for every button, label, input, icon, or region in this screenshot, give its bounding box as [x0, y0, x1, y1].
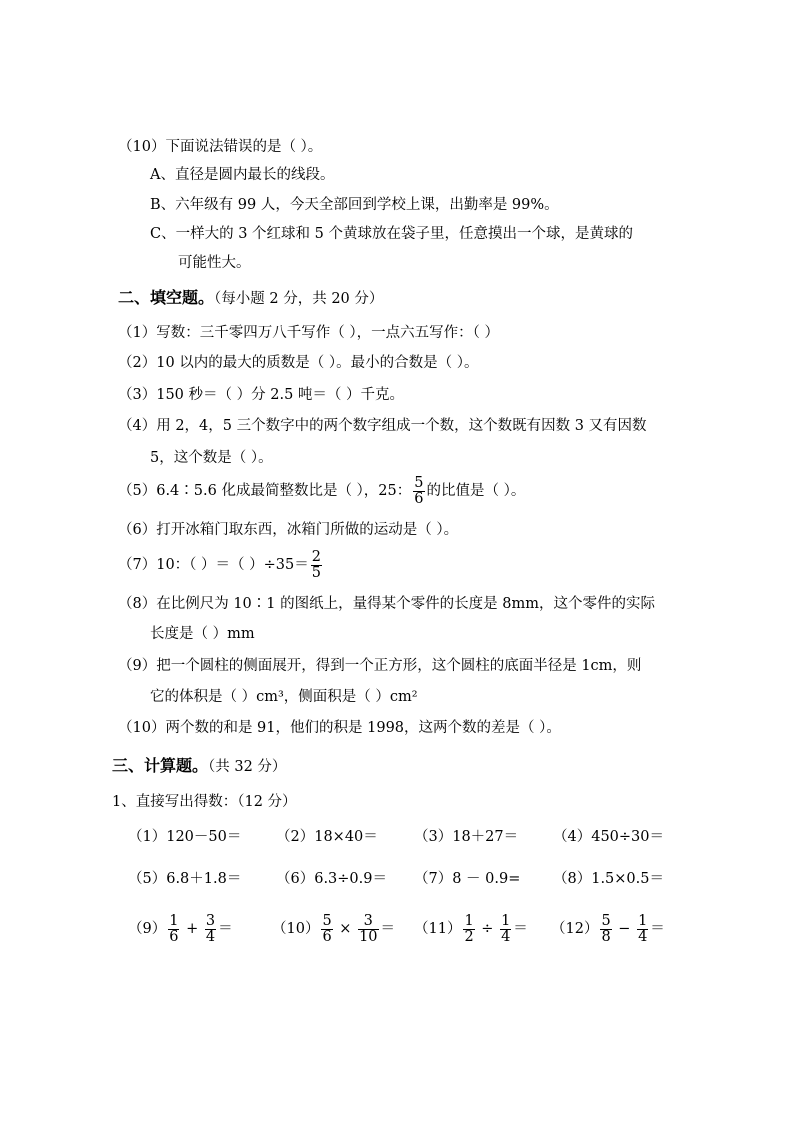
calc-item: （5）6.8＋1.8＝ [128, 871, 242, 887]
q10-option-c-line2: 可能性大。 [178, 255, 251, 271]
fill-q10: （10）两个数的和是 91，他们的积是 1998，这两个数的差是（ ）。 [118, 720, 561, 736]
q10-option-b: B、六年级有 99 人，今天全部回到学校上课，出勤率是 99%。 [150, 197, 559, 213]
fraction-numerator: 5 [414, 474, 424, 491]
fraction [500, 914, 511, 945]
fraction-denominator: 5 [311, 564, 321, 581]
fill-q8-line1: （8）在比例尺为 10∶1 的图纸上，量得某个零件的长度是 8mm，这个零件的实际 [118, 596, 655, 612]
fill-q5-text-pre: （5）6.4∶5.6 化成最简整数比是（ ），25： [118, 483, 412, 499]
fraction-numerator: 5 [601, 912, 611, 929]
calc-label: （11） [414, 921, 462, 937]
section2-note: （每小题 2 分，共 20 分） [214, 291, 384, 307]
calc-item: （6）6.3÷0.9＝ [276, 871, 387, 887]
fill-q4-line2: 5，这个数是（ ）。 [150, 450, 273, 466]
fraction [463, 914, 474, 945]
fill-q1: （1）写数：三千零四万八千写作（ ），一点六五写作：（ ） [118, 325, 499, 341]
fraction-denominator: 6 [414, 490, 424, 507]
fraction-denominator: 8 [601, 928, 611, 945]
fraction-numerator: 1 [638, 912, 648, 929]
section3-heading [112, 756, 286, 777]
fill-q5 [118, 473, 525, 509]
fill-q9-line1: （9）把一个圆柱的侧面展开，得到一个正方形，这个圆柱的底面半径是 1cm，则 [118, 658, 642, 674]
fill-q8-line2: 长度是（ ）mm [150, 626, 255, 642]
calc-item: （2）18×40＝ [276, 829, 378, 845]
fraction-numerator: 3 [205, 912, 216, 929]
fill-q7-text: （7）10：（ ）＝（ ）÷35＝ [118, 557, 309, 573]
calc-item-fraction [551, 910, 665, 948]
calc-item: （3）18＋27＝ [414, 829, 519, 845]
operator: − [618, 921, 631, 937]
calc-label: （10） [272, 921, 320, 937]
fraction [637, 914, 648, 945]
calc-item-fraction [414, 910, 528, 948]
fill-q6: （6）打开冰箱门取东西，冰箱门所做的运动是（ ）。 [118, 522, 459, 538]
fraction-denominator: 4 [501, 928, 511, 945]
fill-q3: （3）150 秒＝（ ）分 2.5 吨＝（ ）千克。 [118, 387, 405, 403]
calc-item-fraction [272, 910, 395, 948]
calc-item: （7）8 － 0.9= [414, 871, 521, 887]
fill-q4-line1: （4）用 2，4，5 三个数字中的两个数字组成一个数，这个数既有因数 3 又有因数 [118, 418, 647, 434]
calc-label: （12） [551, 921, 599, 937]
calc-label: （9） [128, 921, 167, 937]
section3-note: （共 32 分） [208, 759, 287, 775]
fraction-denominator: 6 [169, 928, 179, 945]
fraction [321, 914, 332, 945]
operator: × [339, 921, 352, 937]
fraction-denominator: 6 [322, 928, 332, 945]
q10-option-a: A、直径是圆内最长的线段。 [150, 167, 335, 183]
fill-q7 [118, 547, 324, 583]
fraction-5-6 [413, 476, 424, 507]
fill-q2: （2）10 以内的最大的质数是（ ）。最小的合数是（ ）。 [118, 355, 479, 371]
fraction-denominator: 4 [205, 928, 216, 945]
fraction-numerator: 1 [501, 912, 511, 929]
calc-item-fraction [128, 910, 233, 948]
section2-heading [118, 288, 383, 309]
fraction-numerator: 3 [358, 914, 378, 930]
fill-q9-line2: 它的体积是（ ）cm³，侧面积是（ ）cm² [150, 689, 418, 705]
fraction-2-5 [311, 550, 322, 581]
fraction [168, 914, 179, 945]
equals: ＝ [380, 921, 396, 937]
calc-item: （1）120－50＝ [128, 829, 242, 845]
fraction-denominator: 10 [359, 928, 378, 945]
fraction-numerator: 1 [169, 912, 179, 929]
fraction [205, 914, 216, 945]
section2-title: 二、填空题。 [118, 288, 215, 307]
section3-title: 三、计算题。 [112, 756, 209, 775]
calc-item: （4）450÷30＝ [553, 829, 665, 845]
fraction [358, 914, 378, 945]
fraction-numerator: 2 [311, 548, 321, 565]
fill-q5-text-post: 的比值是（ ）。 [426, 483, 526, 499]
operator: + [186, 921, 199, 937]
q10-choice-stem: （10）下面说法错误的是（ ）。 [118, 139, 323, 155]
fraction-denominator: 4 [638, 928, 648, 945]
operator: ÷ [481, 921, 494, 937]
q10-option-c-line1: C、一样大的 3 个红球和 5 个黄球放在袋子里，任意摸出一个球，是黄球的 [150, 226, 633, 242]
equals: ＝ [218, 921, 233, 937]
fraction-denominator: 2 [464, 928, 474, 945]
fraction [600, 914, 611, 945]
equals: ＝ [513, 921, 528, 937]
calc-sub1-title: 1、直接写出得数：（12 分） [112, 794, 297, 810]
fraction-numerator: 1 [464, 912, 474, 929]
equals: ＝ [650, 921, 665, 937]
calc-item: （8）1.5×0.5＝ [553, 871, 664, 887]
fraction-numerator: 5 [322, 912, 332, 929]
